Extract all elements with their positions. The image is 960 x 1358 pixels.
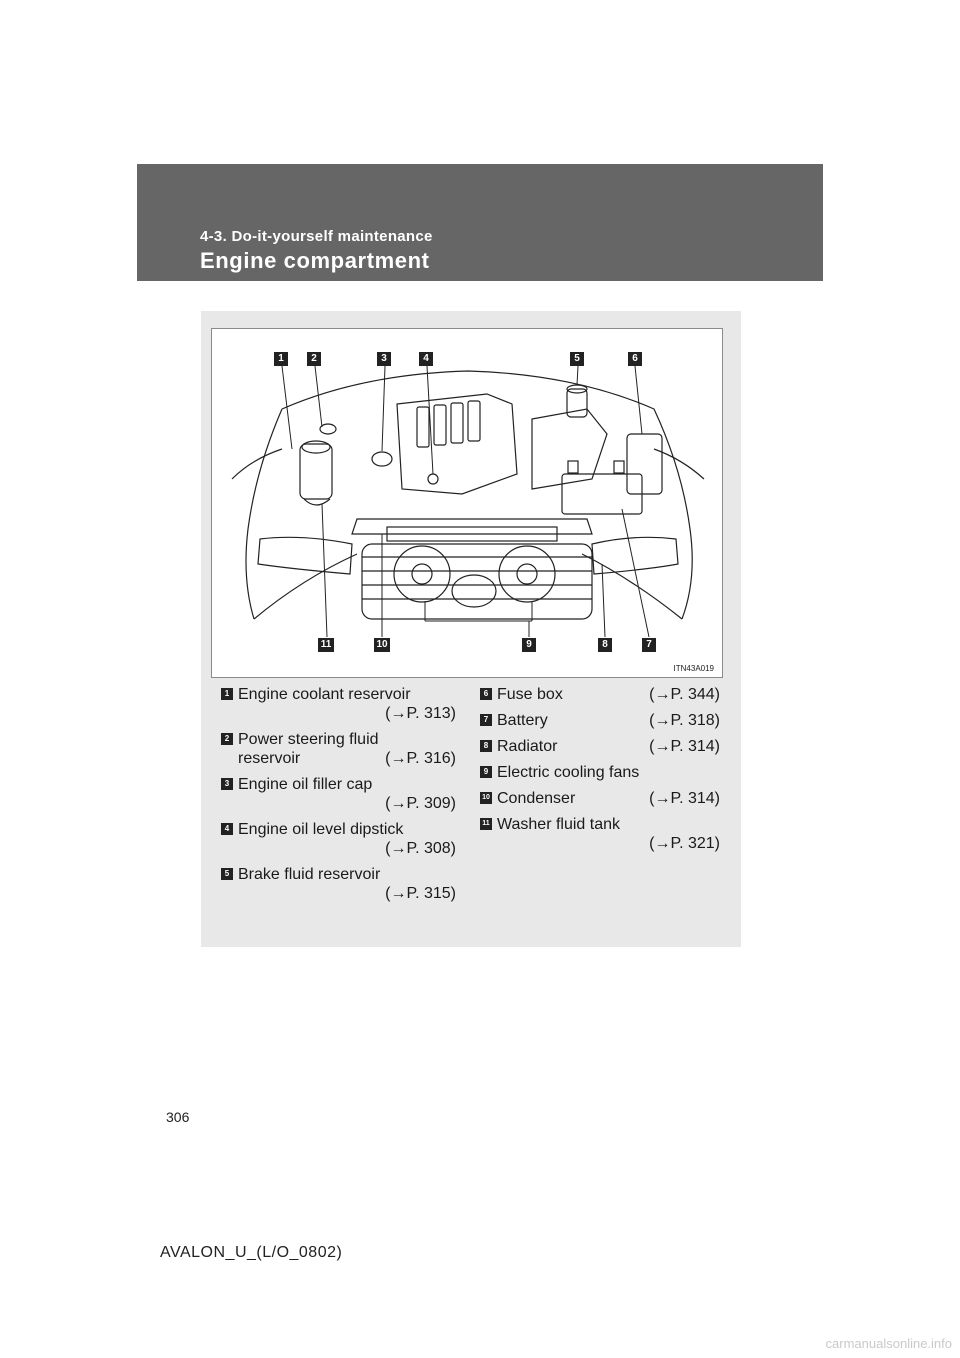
page-reference: (→P. 316)	[385, 750, 456, 767]
footer-code: AVALON_U_(L/O_0802)	[160, 1244, 343, 1261]
section-label: 4-3. Do-it-yourself maintenance	[200, 228, 433, 245]
legend-label: Condenser	[497, 790, 576, 807]
callout-7: 7	[642, 638, 656, 652]
callout-4: 4	[419, 352, 433, 366]
callout-10: 10	[374, 638, 390, 652]
page-reference: (→P. 321)	[649, 835, 720, 852]
page-title: Engine compartment	[200, 248, 430, 273]
legend-label: Electric cooling fans	[497, 764, 640, 781]
legend-item	[221, 730, 456, 768]
legend-right	[480, 685, 720, 860]
legend-number: 9	[480, 766, 492, 778]
legend-item	[221, 820, 456, 858]
legend-number: 4	[221, 823, 233, 835]
page-reference: (→P. 314)	[649, 738, 720, 755]
callout-8: 8	[598, 638, 612, 652]
legend-label: Battery	[497, 712, 548, 729]
legend-number: 6	[480, 688, 492, 700]
figure-panel	[201, 311, 741, 947]
page-reference: (→P. 308)	[385, 840, 456, 857]
legend-item	[480, 711, 720, 730]
callout-1: 1	[274, 352, 288, 366]
legend-item	[221, 685, 456, 723]
legend-label: Radiator	[497, 738, 558, 755]
legend-left	[221, 685, 456, 910]
page-reference: (→P. 344)	[649, 686, 720, 703]
legend-label: Power steering fluid	[238, 731, 379, 748]
engine-drawing	[212, 329, 724, 679]
legend-label: Washer fluid tank	[497, 816, 621, 833]
page-reference: (→P. 314)	[649, 790, 720, 807]
legend-item	[480, 685, 720, 704]
legend-item	[480, 789, 720, 808]
legend-item	[221, 865, 456, 903]
callout-6: 6	[628, 352, 642, 366]
section-header	[137, 164, 823, 281]
legend-label-cont: reservoir	[238, 750, 301, 767]
callout-9: 9	[522, 638, 536, 652]
callout-2: 2	[307, 352, 321, 366]
legend-label: Engine coolant reservoir	[238, 686, 411, 703]
page-reference: (→P. 315)	[385, 885, 456, 902]
callout-11: 11	[318, 638, 334, 652]
legend-number: 7	[480, 714, 492, 726]
legend-item	[221, 775, 456, 813]
legend-label: Brake fluid reservoir	[238, 866, 381, 883]
legend-label: Fuse box	[497, 686, 563, 703]
page-reference: (→P. 318)	[649, 712, 720, 729]
callout-3: 3	[377, 352, 391, 366]
legend-number: 2	[221, 733, 233, 745]
legend-item	[480, 737, 720, 756]
page-reference: (→P. 313)	[385, 705, 456, 722]
watermark: carmanualsonline.info	[825, 1336, 952, 1351]
legend-label: Engine oil filler cap	[238, 776, 373, 793]
figure-id: ITN43A019	[673, 664, 714, 673]
engine-illustration	[211, 328, 723, 678]
legend-number: 11	[480, 818, 492, 830]
page-reference: (→P. 309)	[385, 795, 456, 812]
legend-number: 10	[480, 792, 492, 804]
legend-number: 1	[221, 688, 233, 700]
legend-number: 5	[221, 868, 233, 880]
page-number: 306	[166, 1109, 190, 1125]
legend-number: 3	[221, 778, 233, 790]
legend-item	[480, 815, 720, 853]
legend-number: 8	[480, 740, 492, 752]
legend-label: Engine oil level dipstick	[238, 821, 404, 838]
callout-5: 5	[570, 352, 584, 366]
legend-item	[480, 763, 720, 782]
